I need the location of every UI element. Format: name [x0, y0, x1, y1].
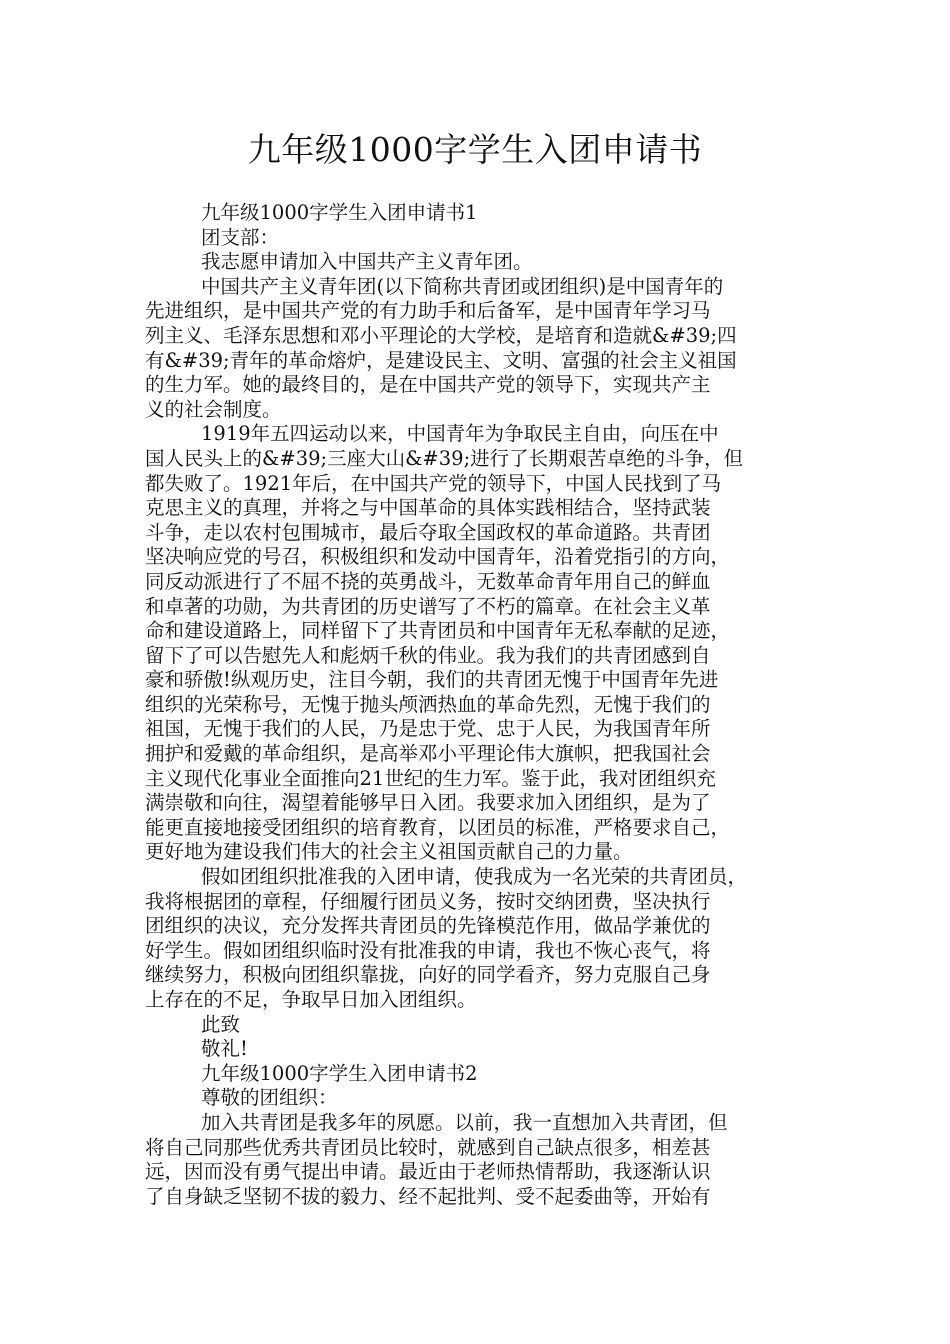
text-line: 都失败了。1921年后，在中国共产党的领导下，中国人民找到了马: [145, 471, 722, 495]
text-line: 上存在的不足，争取早日加入团组织。: [145, 988, 477, 1011]
text-line: 远，因而没有勇气提出申请。最近由于老师热情帮助，我逐渐认识: [145, 1160, 711, 1184]
text-line: 义的社会制度。: [145, 397, 282, 421]
document-body: [145, 201, 807, 1209]
text-line: 国人民头上的&#39;三座大山&#39;进行了长期艰苦卓绝的斗争，但: [145, 446, 744, 470]
text-line: 继续努力，积极向团组织靠拢，向好的同学看齐，努力克服自己身: [145, 963, 711, 987]
text-line: 加入共青团是我多年的夙愿。以前，我一直想加入共青团，但: [201, 1110, 728, 1134]
text-line: 的生力军。她的最终目的，是在中国共产党的领导下，实现共产主: [145, 373, 711, 397]
text-line: 克思主义的真理，并将之与中国革命的具体实践相结合，坚持武装: [145, 496, 711, 520]
text-line: 中国共产主义青年团(以下简称共青团或团组织)是中国青年的: [201, 274, 724, 298]
text-line: 命和建设道路上，同样留下了共青团员和中国青年无私奉献的足迹，: [145, 619, 731, 643]
text-line: 能更直接地接受团组织的培育教育，以团员的标准，严格要求自己，: [145, 815, 731, 839]
text-line: 拥护和爱戴的革命组织，是高举邓小平理论伟大旗帜，把我国社会: [145, 742, 711, 766]
text-line: 留下了可以告慰先人和彪炳千秋的伟业。我为我们的共青团感到自: [145, 643, 711, 667]
text-line: 豪和骄傲!纵观历史，注目今朝，我们的共青团无愧于中国青年先进: [145, 668, 719, 692]
document-title: 九年级1000字学生入团申请书: [247, 130, 703, 169]
text-line: 团组织的决议，充分发挥共青团员的先锋模范作用，做品学兼优的: [145, 914, 711, 938]
text-line: 此致: [201, 1012, 241, 1036]
text-line: 坚决响应党的号召，积极组织和发动中国青年，沿着党指引的方向，: [145, 545, 731, 569]
text-line: 尊敬的团组织：: [201, 1086, 338, 1110]
text-line: 和卓著的功勋，为共青团的历史谱写了不朽的篇章。在社会主义革: [145, 594, 711, 618]
text-line: 我将根据团的章程，仔细履行团员义务，按时交纳团费，坚决执行: [145, 889, 711, 913]
text-line: 九年级1000字学生入团申请书1: [201, 201, 478, 224]
text-line: 了自身缺乏坚韧不拔的毅力、经不起批判、受不起委曲等，开始有: [145, 1184, 711, 1208]
text-line: 假如团组织批准我的入团申请，使我成为一名光荣的共青团员，: [201, 865, 748, 889]
text-line: 将自己同那些优秀共青团员比较时，就感到自己缺点很多，相差甚: [145, 1135, 711, 1159]
text-line: 更好地为建设我们伟大的社会主义祖国贡献自己的力量。: [145, 840, 633, 864]
text-line: 有&#39;青年的革命熔炉，是建设民主、文明、富强的社会主义祖国: [145, 348, 737, 372]
text-line: 列主义、毛泽东思想和邓小平理论的大学校，是培育和造就&#39;四: [145, 323, 737, 347]
text-line: 主义现代化事业全面推向21世纪的生力军。鉴于此，我对团组织充: [145, 766, 716, 790]
text-line: 敬礼!: [201, 1037, 248, 1061]
text-line: 先进组织，是中国共产党的有力助手和后备军，是中国青年学习马: [145, 299, 711, 323]
text-line: 祖国，无愧于我们的人民，乃是忠于党、忠于人民，为我国青年所: [145, 717, 711, 741]
text-line: 组织的光荣称号，无愧于抛头颅洒热血的革命先烈，无愧于我们的: [145, 692, 711, 716]
text-line: 满崇敬和向往，渴望着能够早日入团。我要求加入团组织，是为了: [145, 791, 711, 815]
text-line: 同反动派进行了不屈不挠的英勇战斗，无数革命青年用自己的鲜血: [145, 569, 711, 593]
text-line: 九年级1000字学生入团申请书2: [201, 1061, 478, 1085]
text-line: 1919年五四运动以来，中国青年为争取民主自由，向压在中: [201, 422, 719, 446]
text-line: 斗争，走以农村包围城市，最后夺取全国政权的革命道路。共青团: [145, 520, 711, 544]
text-line: 好学生。假如团组织临时没有批准我的申请，我也不恢心丧气，将: [145, 938, 711, 962]
text-line: 我志愿申请加入中国共产主义青年团。: [201, 250, 533, 274]
text-line: 团支部：: [201, 225, 280, 249]
